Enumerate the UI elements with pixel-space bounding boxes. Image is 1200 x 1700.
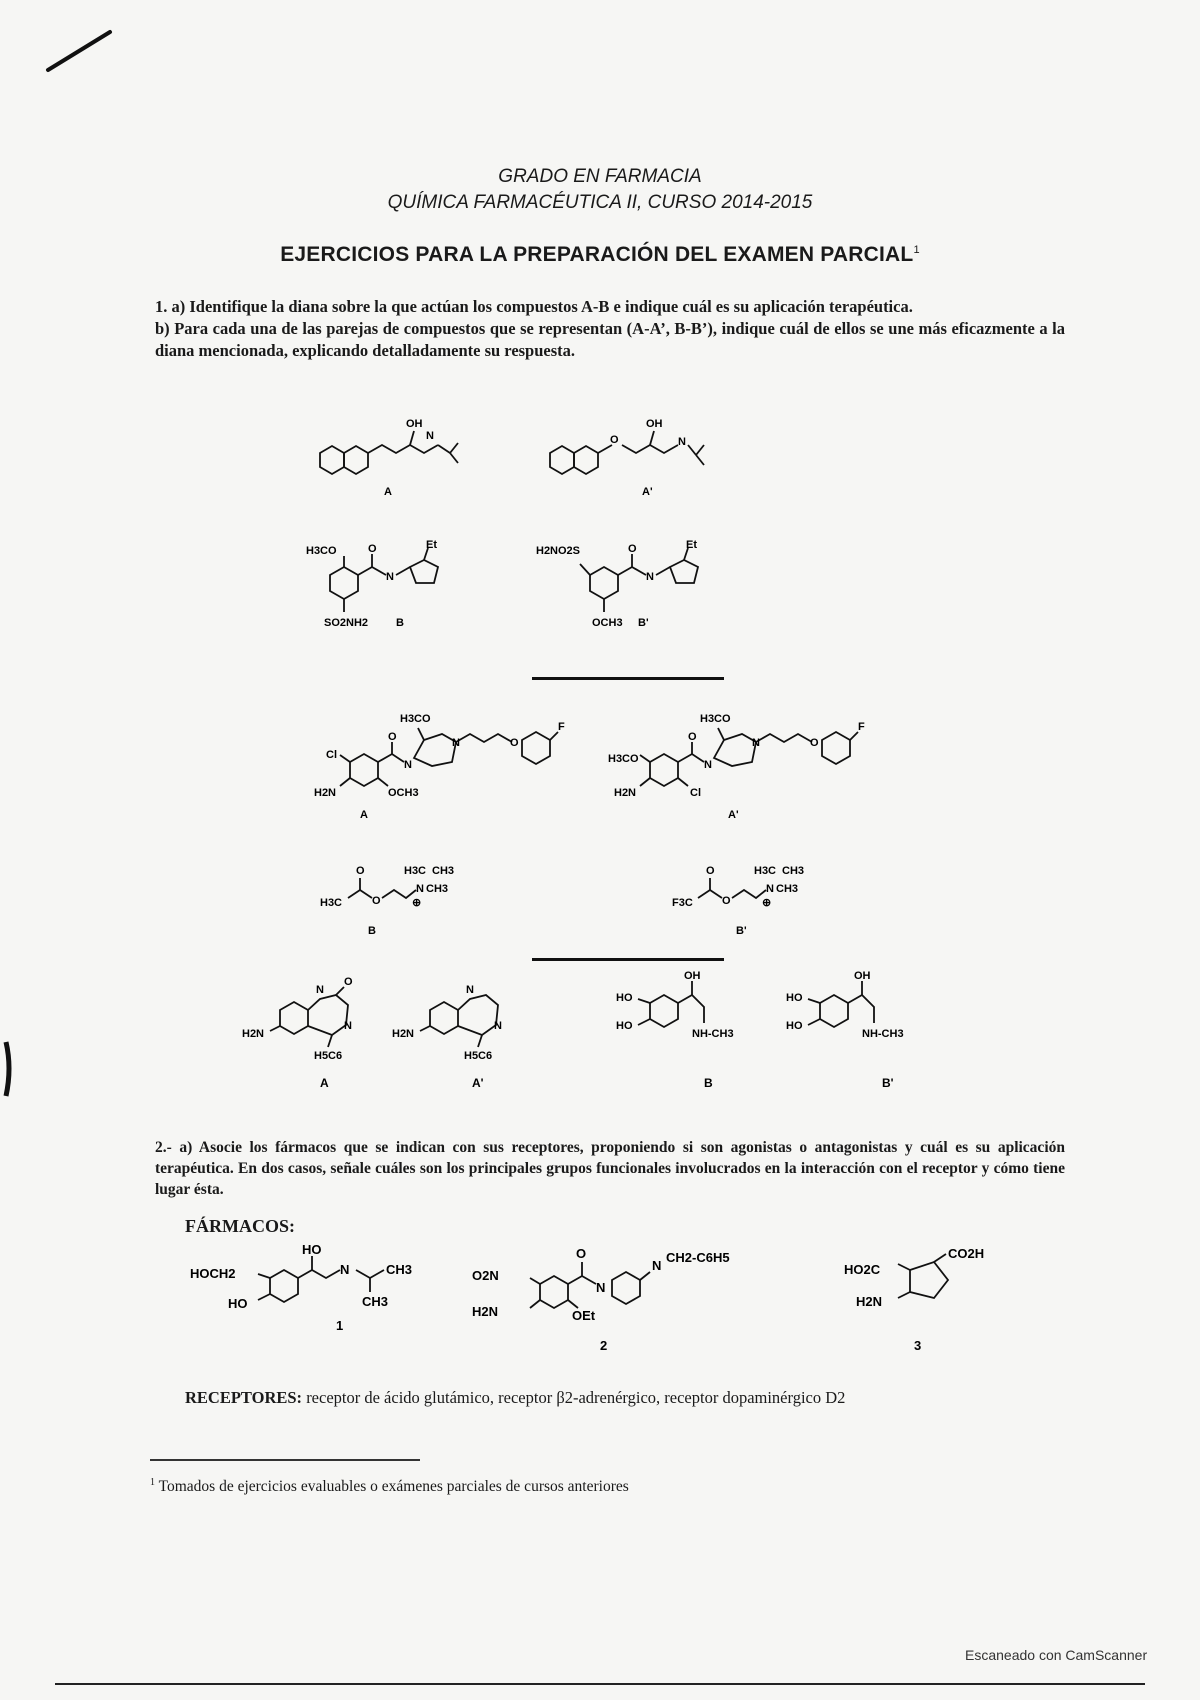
- set3-structures: [240, 965, 1000, 1095]
- set3-label-b: B: [704, 1076, 713, 1090]
- set2-a2-h3co-ring: H3CO: [608, 753, 639, 765]
- set2-a2-h3co: H3CO: [700, 713, 731, 725]
- set3-b-ho1: HO: [616, 992, 633, 1004]
- set3-b2-nhch3: NH-CH3: [862, 1028, 904, 1040]
- title-footnote-mark: 1: [913, 244, 920, 256]
- set2-a-n: N: [452, 737, 460, 749]
- set2-a-nh: N: [404, 759, 412, 771]
- drug-2-n: N: [652, 1258, 662, 1273]
- set1-b2-nh: N: [646, 571, 654, 583]
- exercise-1-statement: [155, 296, 1065, 362]
- set2-a2-cl: Cl: [690, 787, 701, 799]
- separator-line-1: [532, 677, 724, 680]
- set2-b-n: N: [416, 883, 424, 895]
- drug-2-h2n: H2N: [472, 1304, 499, 1319]
- piperidine-benzamide-a: [340, 728, 558, 786]
- receptores-label: RECEPTORES:: [185, 1388, 303, 1407]
- set3-b2-ho1: HO: [786, 992, 803, 1004]
- set1-b-et: Et: [426, 539, 437, 551]
- drug-3-structure: [898, 1254, 948, 1298]
- set3-a-h2n: H2N: [242, 1028, 265, 1040]
- set2-b2-plus: ⊕: [762, 897, 772, 909]
- exercise-2-structures: [190, 1240, 1020, 1370]
- set1-b2-h2no2s: H2NO2S: [536, 545, 581, 557]
- drug-3-h2n: H2N: [856, 1294, 883, 1309]
- set1-a2-n: N: [678, 436, 686, 448]
- set2-label-a2: A': [728, 809, 739, 821]
- set2-b2-f3c: F3C: [672, 897, 693, 909]
- catecholamine-b: [638, 981, 704, 1027]
- set3-label-a2: A': [472, 1076, 484, 1090]
- set3-a2-n: N: [494, 1020, 502, 1032]
- set3-a-h5c6: H5C6: [314, 1050, 343, 1062]
- drug-1-label: 1: [336, 1318, 344, 1333]
- drug-2-ch2c6h5: CH2-C6H5: [666, 1250, 730, 1265]
- set2-a-oether: O: [510, 737, 519, 749]
- footnote: [150, 1477, 629, 1496]
- set1-a-oh: OH: [406, 418, 423, 430]
- drug-1-ho: HO: [228, 1296, 248, 1311]
- pen-stroke-mark: [40, 18, 120, 78]
- set2-b-ch3: CH3: [426, 883, 449, 895]
- drug-2-oet: OEt: [572, 1308, 596, 1323]
- set1-b-o: O: [368, 543, 377, 555]
- set3-b-nhch3: NH-CH3: [692, 1028, 734, 1040]
- receptores-line: [185, 1388, 845, 1408]
- set2-b2-oester: O: [722, 895, 731, 907]
- drug-2-o2n: O2N: [472, 1268, 499, 1283]
- set2-b-o: O: [356, 865, 365, 877]
- drug-1-ch3: CH3: [386, 1262, 413, 1277]
- footnote-rule: [150, 1459, 420, 1461]
- choline-ester-b: [348, 878, 416, 898]
- set2-a-h2n: H2N: [314, 787, 337, 799]
- set1-a-nh: N: [426, 430, 434, 442]
- drug-2-nh: N: [596, 1280, 606, 1295]
- drug-2-label: 2: [600, 1338, 608, 1353]
- drug-3-ho2c: HO2C: [844, 1262, 881, 1277]
- drug-1-oh: HO: [302, 1242, 322, 1257]
- set1-b-nh: N: [386, 571, 394, 583]
- receptores-text: receptor de ácido glutámico, receptor β2-adrenérgico, receptor dopaminérgico D2: [302, 1388, 846, 1407]
- set2-a-cl: Cl: [326, 749, 337, 761]
- set3-a-nh: N: [316, 984, 324, 996]
- set2-label-b2: B': [736, 925, 747, 937]
- exercise-1a: 1. a) Identifique la diana sobre la que actúan los compuestos A-B e indique cuál es su aplicación terapéutica.: [155, 297, 913, 316]
- set1-structures-a: [300, 415, 760, 500]
- set2-b-h3c-top: H3C: [404, 865, 427, 877]
- set2-b-plus: ⊕: [412, 897, 422, 909]
- set2-b-h3c: H3C: [320, 897, 343, 909]
- set1-structures-b: [300, 540, 760, 650]
- set3-b-ho2: HO: [616, 1020, 633, 1032]
- drug-1-n: N: [340, 1262, 350, 1277]
- set2-a-o: O: [388, 731, 397, 743]
- set3-b2-ho2: HO: [786, 1020, 803, 1032]
- set2-b2-o: O: [706, 865, 715, 877]
- set3-a2-h5c6: H5C6: [464, 1050, 493, 1062]
- set2-structures-b: [320, 860, 840, 940]
- set3-label-a: A: [320, 1076, 329, 1090]
- benzodiazepine-a: [270, 987, 348, 1047]
- set2-b2-n: N: [766, 883, 774, 895]
- set2-a2-nh: N: [704, 759, 712, 771]
- set2-a-och3: OCH3: [388, 787, 419, 799]
- drug-3-label: 3: [914, 1338, 922, 1353]
- drug-1-hoch2: HOCH2: [190, 1266, 236, 1281]
- set3-a2-nh: N: [466, 984, 474, 996]
- set1-b-h3co: H3CO: [306, 545, 337, 557]
- set1-a2-oh: OH: [646, 418, 663, 430]
- bottom-rule: [55, 1683, 1145, 1685]
- set1-b2-och3: OCH3: [592, 617, 623, 629]
- set2-b-oester: O: [372, 895, 381, 907]
- set2-a-h3co: H3CO: [400, 713, 431, 725]
- set2-b2-ch3: CH3: [776, 883, 799, 895]
- page-title: [0, 243, 1200, 267]
- camscanner-watermark: Escaneado con CamScanner: [965, 1647, 1148, 1663]
- exercise-1b: b) Para cada una de las parejas de compuestos que se representan (A-A’, B-B’), indique cuál de ellos se une más eficazmente a la diana mencionada, explicando detalladamente su respuesta.: [155, 319, 1065, 360]
- drug-3-co2h: CO2H: [948, 1246, 985, 1261]
- page-title-text: EJERCICIOS PARA LA PREPARACIÓN DEL EXAMEN PARCIAL: [280, 243, 914, 266]
- naphthalene-a: [320, 431, 458, 474]
- set3-b2-oh: OH: [854, 970, 871, 982]
- set2-a2-n: N: [752, 737, 760, 749]
- drug-1-ch3b: CH3: [362, 1294, 389, 1309]
- set2-a2-oether: O: [810, 737, 819, 749]
- set3-label-b2: B': [882, 1076, 894, 1090]
- set2-a2-o: O: [688, 731, 697, 743]
- drug-2-structure: [530, 1262, 650, 1308]
- set1-b2-et: Et: [686, 539, 697, 551]
- set3-b-oh: OH: [684, 970, 701, 982]
- set1-b-so2nh2: SO2NH2: [324, 617, 369, 629]
- set2-a2-h2n: H2N: [614, 787, 637, 799]
- set2-b2-ch3-top: CH3: [782, 865, 805, 877]
- set2-label-b: B: [368, 925, 376, 937]
- set1-a2-o: O: [610, 434, 619, 446]
- set2-a2-f: F: [858, 721, 865, 733]
- footnote-mark: 1: [150, 1477, 155, 1488]
- benzamide-b-prime: [580, 548, 698, 612]
- benzamide-b: [330, 548, 438, 612]
- set1-label-a2: A': [642, 486, 653, 498]
- scan-edge-mark: [0, 1040, 20, 1100]
- footnote-text: Tomados de ejercicios evaluables o exámenes parciales de cursos anteriores: [155, 1478, 629, 1496]
- set1-label-b2: B': [638, 617, 649, 629]
- set2-b-ch3-top: CH3: [432, 865, 455, 877]
- header-degree: GRADO EN FARMACIA: [498, 166, 702, 187]
- set1-label-b: B: [396, 617, 404, 629]
- farmacos-label: FÁRMACOS:: [185, 1216, 295, 1236]
- catecholamine-b-prime: [808, 981, 874, 1027]
- set2-a-f: F: [558, 721, 565, 733]
- set3-a-o: O: [344, 976, 353, 988]
- set2-label-a: A: [360, 809, 368, 821]
- header-course: QUÍMICA FARMACÉUTICA II, CURSO 2014-2015: [387, 192, 813, 213]
- set1-label-a: A: [384, 486, 392, 498]
- set3-a-n: N: [344, 1020, 352, 1032]
- set2-b2-h3c-top: H3C: [754, 865, 777, 877]
- benzodiazepine-a-prime: [420, 995, 498, 1047]
- separator-line-2: [532, 958, 724, 961]
- set3-a2-h2n: H2N: [392, 1028, 415, 1040]
- set1-b2-o: O: [628, 543, 637, 555]
- exercise-2-statement: 2.- a) Asocie los fármacos que se indican con sus receptores, proponiendo si son agonistas o antagonistas y cuál es su aplicación terapéutica. En dos casos, señale cuáles son los principales grupos funcionales involucrados en la interacción con el receptor y cómo tiene lugar ésta.: [155, 1139, 1065, 1198]
- drug-2-o: O: [576, 1246, 587, 1261]
- piperidine-benzamide-a-prime: [640, 728, 858, 786]
- set2-structures-a: [300, 700, 940, 825]
- choline-ester-b-prime: [698, 878, 766, 898]
